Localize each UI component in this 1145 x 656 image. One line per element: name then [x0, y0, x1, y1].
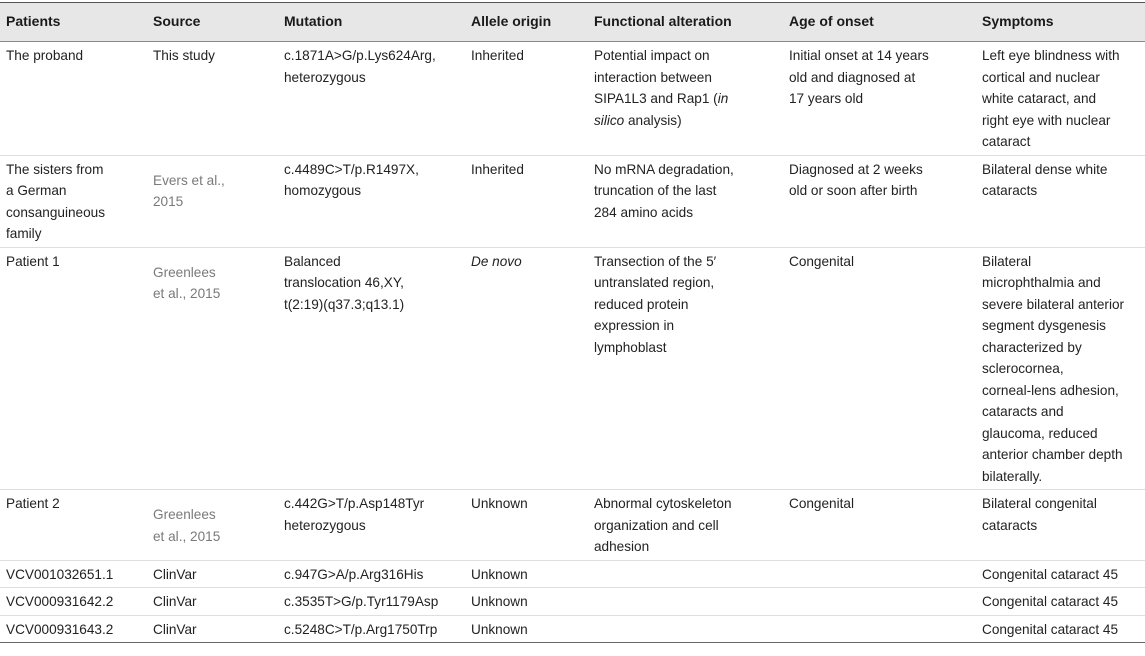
table-row [0, 42, 1145, 156]
header-source: Source [153, 13, 201, 30]
functional-text-tail: analysis) [624, 112, 682, 128]
cell-source [147, 490, 278, 561]
cell-age-of-onset [783, 247, 976, 490]
cell-symptoms [976, 588, 1145, 616]
cell-symptoms [976, 155, 1145, 247]
cell-mutation [278, 615, 465, 643]
cell-mutation-text: c.4489C>T/p.R1497X, homozygous [284, 161, 419, 198]
header-patients: Patients [6, 13, 61, 30]
cell-source-text: Greenlees et al., 2015 [153, 264, 221, 301]
cell-allele-origin [465, 42, 588, 156]
functional-text: Abnormal cytoskeleton organization and cell adhesion [594, 496, 732, 554]
cell-allele-origin-text: Unknown [471, 594, 528, 609]
cell-functional-alteration [588, 588, 783, 616]
cell-symptoms-text: Bilateral congenital cataracts [982, 496, 1097, 533]
cell-age-of-onset-text: Initial onset at 14 years old and diagnosed at 17 years old [789, 48, 929, 106]
header-functional-alteration: Functional alteration [594, 13, 732, 30]
cell-source [147, 247, 278, 490]
cell-symptoms-text: Left eye blindness with cortical and nuclear white cataract, and right eye with nuclear cataract [982, 48, 1120, 149]
cell-age-of-onset [783, 155, 976, 247]
cell-allele-origin-text: Inherited [471, 48, 524, 63]
cell-source-text: ClinVar [153, 594, 197, 609]
cell-patient-text: The sisters from a German consanguineous family [6, 161, 106, 241]
cell-mutation-text: c.3535T>G/p.Tyr1179Asp [284, 594, 439, 609]
cell-source [147, 560, 278, 588]
cell-age-of-onset [783, 42, 976, 156]
cell-patient-text: VCV001032651.1 [6, 566, 114, 582]
functional-text: Transection of the 5′ untranslated region, reduced protein expression in lymphoblast [594, 253, 717, 355]
cell-source-text: Greenlees et al., 2015 [153, 507, 221, 544]
cell-source-text: This study [153, 48, 215, 63]
cell-allele-origin-text: De novo [471, 253, 522, 269]
cell-allele-origin-text: Unknown [471, 566, 528, 582]
cell-symptoms [976, 42, 1145, 156]
cell-symptoms-text: Congenital cataract 45 [982, 621, 1119, 637]
table-row [0, 155, 1145, 247]
cell-age-of-onset-text: Diagnosed at 2 weeks old or soon after birth [789, 161, 923, 198]
cell-symptoms [976, 615, 1145, 643]
cell-allele-origin [465, 560, 588, 588]
cell-allele-origin-text: Unknown [471, 621, 528, 637]
cell-source [147, 155, 278, 247]
cell-age-of-onset [783, 560, 976, 588]
cell-allele-origin [465, 615, 588, 643]
cell-symptoms-text: Congenital cataract 45 [982, 566, 1119, 582]
cell-age-of-onset [783, 615, 976, 643]
cell-symptoms [976, 560, 1145, 588]
table-row [0, 490, 1145, 561]
cell-age-of-onset-text: Congenital [789, 496, 854, 511]
cell-allele-origin [465, 155, 588, 247]
cell-mutation [278, 42, 465, 156]
cell-mutation-text: c.947G>A/p.Arg316His [284, 566, 424, 582]
header-age-of-onset: Age of onset [789, 13, 874, 30]
cell-allele-origin-text: Unknown [471, 496, 528, 511]
cell-allele-origin [465, 588, 588, 616]
cell-functional-alteration [588, 615, 783, 643]
cell-patient-text: Patient 2 [6, 496, 60, 511]
cell-patient-text: VCV000931643.2 [6, 621, 114, 637]
cell-patient [0, 155, 147, 247]
cell-patient [0, 490, 147, 561]
cell-allele-origin [465, 490, 588, 561]
cell-mutation [278, 155, 465, 247]
header-mutation: Mutation [284, 13, 343, 30]
cell-source-text: ClinVar [153, 566, 197, 582]
cell-functional-alteration [588, 155, 783, 247]
mutation-table [0, 2, 1145, 643]
cell-functional-alteration [588, 42, 783, 156]
cell-age-of-onset-text: Congenital [789, 253, 854, 269]
cell-mutation-text: Balanced translocation 46,XY, t(2:19)(q37.3;q13.1) [284, 253, 405, 312]
cell-source [147, 615, 278, 643]
cell-patient [0, 560, 147, 588]
cell-allele-origin-text: Inherited [471, 161, 524, 177]
cell-age-of-onset [783, 490, 976, 561]
cell-source-text: ClinVar [153, 621, 197, 637]
cell-source [147, 42, 278, 156]
cell-patient-text: Patient 1 [6, 253, 60, 269]
cell-patient [0, 42, 147, 156]
cell-symptoms [976, 247, 1145, 490]
cell-mutation-text: c.442G>T/p.Asp148Tyr heterozygous [284, 496, 425, 533]
table-header [0, 3, 1145, 42]
cell-symptoms [976, 490, 1145, 561]
table-row [0, 615, 1145, 643]
functional-text: Potential impact on interaction between SIPA1L3 and Rap1 ( [594, 48, 718, 106]
cell-patient [0, 615, 147, 643]
cell-source [147, 588, 278, 616]
cell-patient-text: The proband [6, 48, 84, 63]
cell-functional-alteration [588, 247, 783, 490]
cell-functional-alteration [588, 560, 783, 588]
table-row [0, 247, 1145, 490]
cell-mutation [278, 588, 465, 616]
cell-functional-alteration [588, 490, 783, 561]
cell-age-of-onset [783, 588, 976, 616]
cell-patient [0, 247, 147, 490]
functional-text-italic: in silico [594, 91, 729, 128]
table-row [0, 588, 1145, 616]
cell-symptoms-text: Congenital cataract 45 [982, 594, 1119, 609]
header-row [0, 3, 1145, 42]
header-symptoms: Symptoms [982, 13, 1054, 30]
cell-symptoms-text: Bilateral microphthalmia and severe bilateral anterior segment dysgenesis characterized by sclerocornea, corneal-lens adhesion, cataracts and glaucoma, reduced anterior chamber depth bilaterally. [982, 253, 1125, 484]
cell-mutation-text: c.1871A>G/p.Lys624Arg, heterozygous [284, 48, 436, 85]
cell-patient-text: VCV000931642.2 [6, 594, 114, 609]
cell-patient [0, 588, 147, 616]
cell-allele-origin [465, 247, 588, 490]
cell-mutation [278, 490, 465, 561]
cell-mutation [278, 560, 465, 588]
table-body [0, 42, 1145, 643]
functional-text: No mRNA degradation, truncation of the last 284 amino acids [594, 161, 734, 220]
mutation-table-container [0, 2, 1145, 643]
header-allele-origin: Allele origin [471, 13, 552, 30]
cell-mutation [278, 247, 465, 490]
table-row [0, 560, 1145, 588]
cell-source-text: Evers et al., 2015 [153, 172, 225, 209]
cell-symptoms-text: Bilateral dense white cataracts [982, 161, 1108, 198]
cell-mutation-text: c.5248C>T/p.Arg1750Trp [284, 621, 438, 637]
